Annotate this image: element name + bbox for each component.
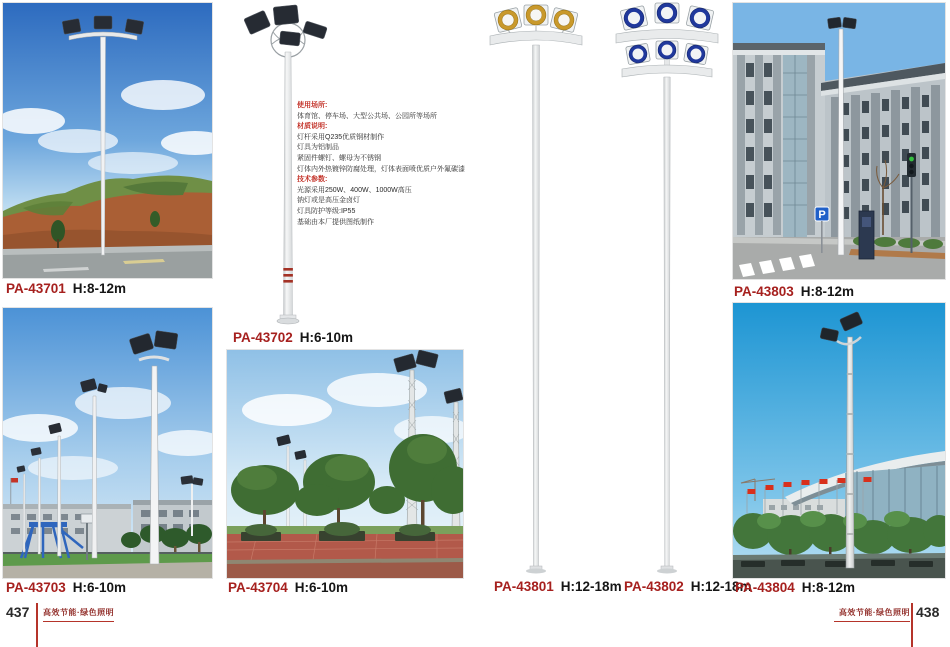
floodlight-pole [838, 29, 844, 255]
product-height: H:12-18m [560, 579, 622, 594]
desc-heading-material: 材质说明: [297, 123, 328, 131]
photo-pa-43704 [227, 350, 463, 578]
product-height: H:6-10m [72, 580, 127, 595]
pole-base-flange [657, 569, 677, 574]
product-code: PA-43801 [494, 579, 554, 594]
product-label-pa-43704 [228, 580, 348, 595]
desc-heading-usage: 使用场所: [297, 102, 328, 109]
desc-line: 钠灯或是高压金卤灯 [297, 197, 360, 205]
product-label-pa-43804 [735, 580, 855, 595]
desc-heading-tech: 技术参数: [297, 176, 328, 184]
highmast-pole-red-hill-illustration [3, 3, 212, 278]
product-code: PA-43802 [624, 579, 684, 594]
floodlight-pole [101, 37, 106, 255]
product-height: H:12-18m [690, 579, 752, 594]
blue-ring-floodlight-pole-illustration [612, 2, 722, 594]
product-height: H:8-12m [72, 281, 127, 296]
floodlight-pole [664, 77, 670, 568]
product-label-pa-43801 [494, 579, 622, 594]
product-code: PA-43704 [228, 580, 288, 595]
product-label-pa-43701 [6, 281, 126, 296]
floodlight-pole [284, 52, 293, 318]
product-code: PA-43701 [6, 281, 66, 296]
desc-line: 紧固件螺钉、螺母为不锈钢 [297, 154, 381, 162]
desc-line: 基础由本厂提供图纸制作 [297, 218, 374, 226]
desc-line: 灯杆采用Q235优质钢材制作 [297, 133, 385, 141]
footer-slogan-right: 高效节能·绿色照明 [834, 607, 910, 622]
photo-pa-43803 [733, 3, 945, 279]
blue-ring-lamp [620, 3, 714, 30]
page-number-right: 438 [916, 604, 940, 620]
illustration-pa-43802 [612, 2, 722, 594]
lamp-crossbar [490, 31, 582, 45]
parking-sign-letter: P [818, 209, 826, 221]
product-label-pa-43803 [734, 284, 854, 299]
office-building-pole-illustration [733, 3, 945, 279]
product-height: H:6-10m [294, 580, 349, 595]
footer-divider-right [911, 603, 913, 647]
product-label-pa-43702 [233, 330, 353, 345]
desc-line: 灯具防护等级:IP55 [297, 207, 356, 215]
pole-base-flange [277, 318, 299, 324]
floodlight-pole [533, 45, 540, 568]
basketball-backboard [81, 514, 93, 523]
illustration-pa-43801 [484, 2, 588, 594]
product-code: PA-43703 [6, 580, 66, 595]
product-code: PA-43803 [734, 284, 794, 299]
plaza-building-pole-illustration [733, 303, 945, 578]
gold-ring-floodlight-pole-illustration [484, 2, 588, 594]
floodlight-heads [244, 5, 328, 46]
product-height: H:8-12m [801, 580, 856, 595]
footer-divider-left [36, 603, 38, 647]
product-label-pa-43703 [6, 580, 126, 595]
desc-line: 灯具为铝制品 [297, 144, 339, 152]
product-description [297, 101, 465, 228]
plaza-lattice-towers-illustration [227, 350, 463, 578]
desc-line: 灯体内外热镀锌防腐处理，灯体表面喷优质户外氟碳漆 [297, 165, 465, 173]
red-flag [11, 478, 18, 483]
product-height: H:6-10m [299, 330, 354, 345]
product-code: PA-43702 [233, 330, 293, 345]
page-number-left: 437 [6, 604, 30, 620]
sports-court-poles-illustration [3, 308, 212, 578]
product-code: PA-43804 [735, 580, 795, 595]
pole-base-flange [526, 569, 546, 574]
photo-pa-43703 [3, 308, 212, 578]
product-label-pa-43802 [624, 579, 752, 594]
desc-line: 光源采用250W、400W、1000W高压 [297, 186, 412, 194]
photo-pa-43804 [733, 303, 945, 578]
lamp-crossbar-lower [622, 65, 712, 77]
photo-pa-43701 [3, 3, 212, 278]
footer-slogan-left: 高效节能·绿色照明 [43, 607, 114, 622]
desc-line: 体育馆、停车场、大型公共场、公园所等场所 [297, 112, 437, 120]
product-height: H:8-12m [800, 284, 855, 299]
